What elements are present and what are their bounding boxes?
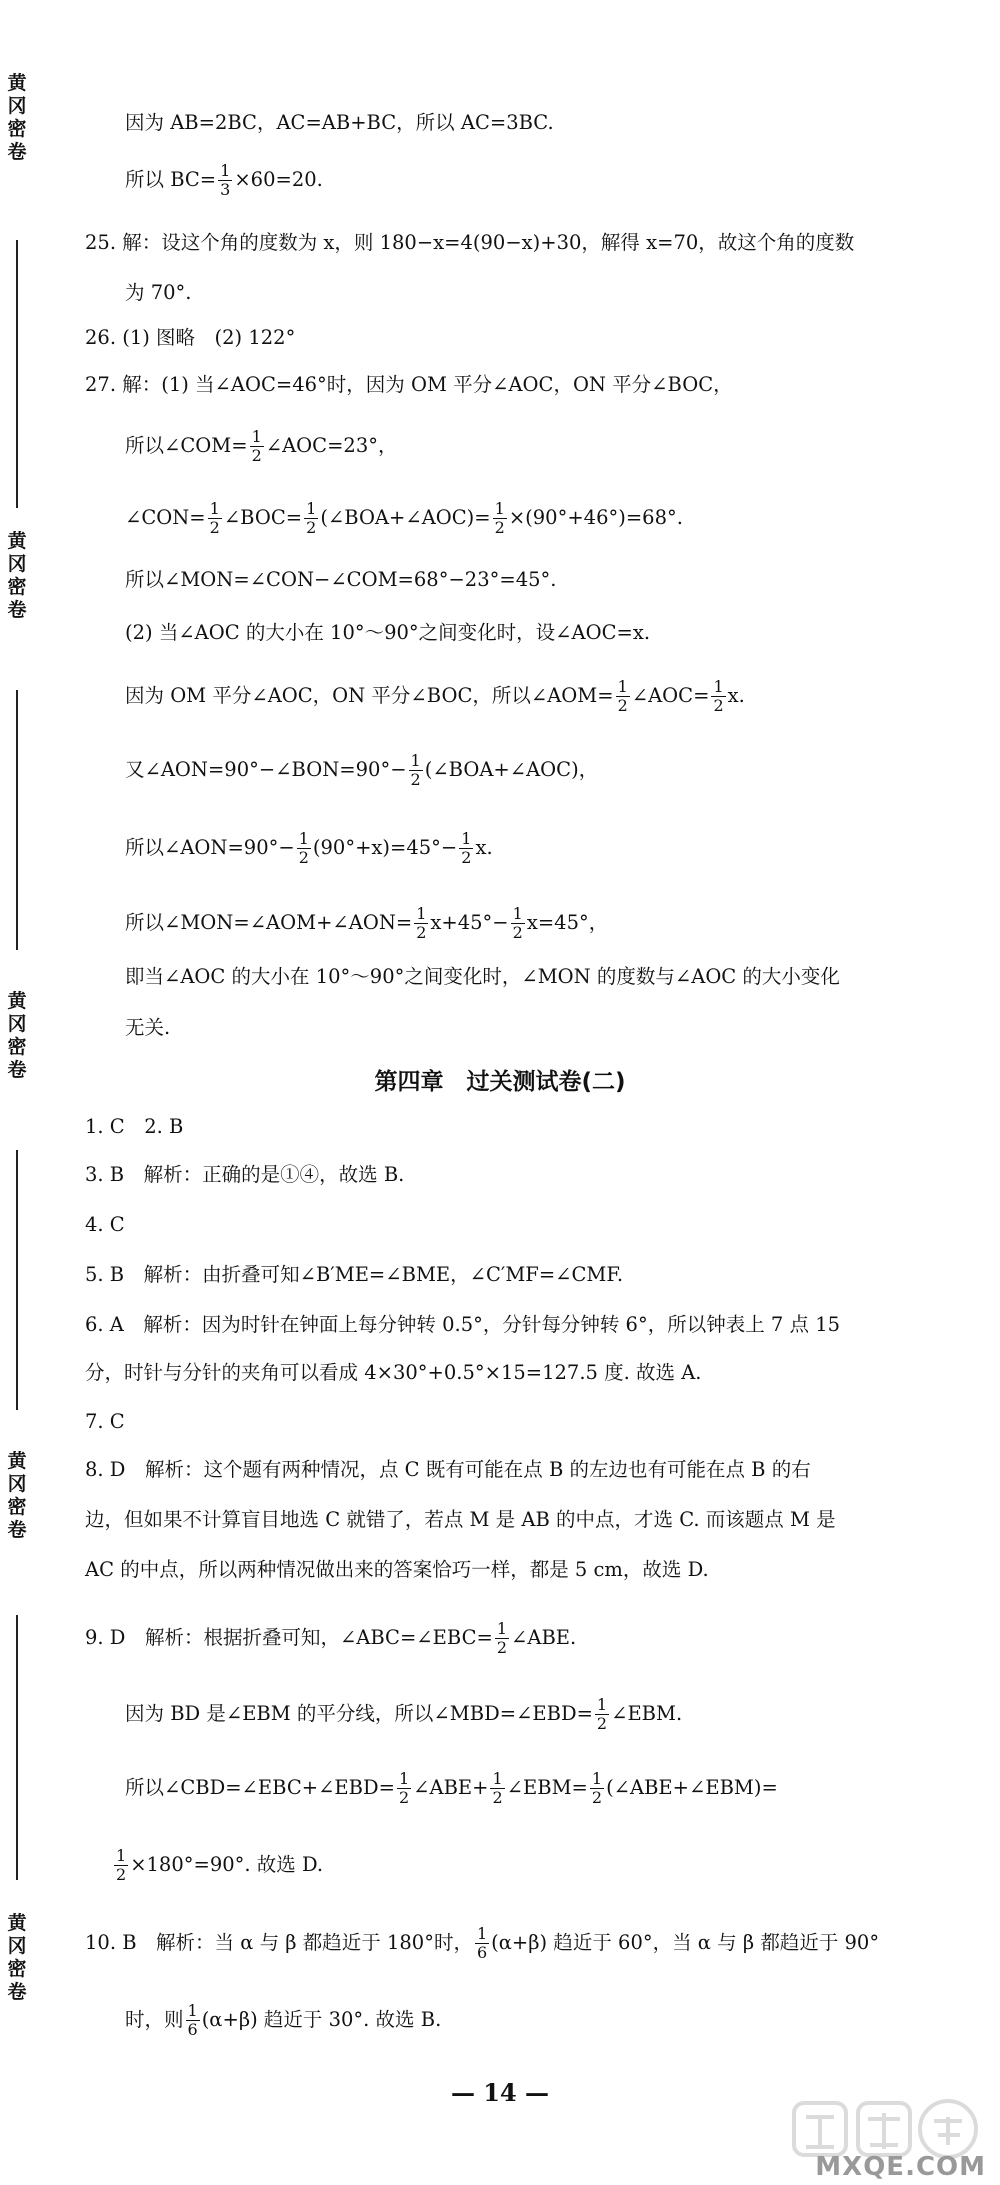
fraction bbox=[595, 1696, 609, 1733]
fraction bbox=[616, 678, 630, 715]
text-fragment: (∠BOA+∠AOC)， bbox=[424, 758, 599, 781]
text-fragment: x+45°− bbox=[430, 911, 509, 934]
numerator: 1 bbox=[492, 1769, 503, 1788]
text-line: 25. 解：设这个角的度数为 x，则 180−x=4(90−x)+30，解得 x=70，故这个角的度数 bbox=[85, 231, 855, 254]
text-fragment: 因为 BD 是∠EBM 的平分线，所以∠MBD=∠EBD= bbox=[125, 1702, 593, 1725]
sidebar-char: 密 bbox=[7, 576, 27, 598]
denominator: 2 bbox=[713, 696, 724, 715]
answer-line bbox=[125, 2002, 441, 2039]
answer-line: 4. C bbox=[85, 1213, 125, 1236]
answer-line: 3. B 解析：正确的是①④，故选 B. bbox=[85, 1163, 405, 1186]
text-fragment: ∠BOC= bbox=[223, 506, 303, 529]
section-heading: 第四章 过关测试卷(二) bbox=[374, 1069, 626, 1095]
answer-line: 边，但如果不计算盲目地选 C 就错了，若点 M 是 AB 的中点，才选 C. 而该题点 M 是 bbox=[85, 1508, 836, 1531]
denominator: 2 bbox=[251, 446, 262, 465]
fraction bbox=[490, 1770, 504, 1807]
answer-line: 8. D 解析：这个题有两种情况，点 C 既有可能在点 B 的左边也有可能在点 B 的右 bbox=[85, 1458, 811, 1481]
numerator: 1 bbox=[596, 1695, 608, 1714]
text-line: 即当∠AOC 的大小在 10°～90°之间变化时，∠MON 的度数与∠AOC 的大小变化 bbox=[125, 965, 840, 988]
denominator: 2 bbox=[461, 848, 472, 867]
denominator: 2 bbox=[596, 1714, 608, 1733]
text-fragment: ∠ABE. bbox=[511, 1626, 577, 1649]
numerator: 1 bbox=[398, 1769, 410, 1788]
text-fragment: 所以∠CBD=∠EBC+∠EBD= bbox=[125, 1776, 395, 1799]
numerator: 1 bbox=[494, 499, 505, 518]
sidebar-label-4 bbox=[6, 1450, 28, 1542]
fraction bbox=[590, 1770, 604, 1807]
sidebar-char: 卷 bbox=[7, 1519, 27, 1541]
sidebar-char: 黄 bbox=[7, 530, 27, 552]
text-fragment: ×180°=90°. 故选 D. bbox=[130, 1853, 324, 1876]
sidebar-char: 冈 bbox=[7, 553, 27, 575]
sidebar-char: 冈 bbox=[7, 1935, 27, 1957]
text-fragment: ∠AOC= bbox=[631, 684, 710, 707]
numerator: 1 bbox=[496, 1619, 508, 1638]
text-line: 因为 AB=2BC，AC=AB+BC，所以 AC=3BC. bbox=[125, 111, 554, 134]
numerator: 1 bbox=[591, 1769, 603, 1788]
fraction bbox=[475, 1925, 489, 1962]
text-fragment: 又∠AON=90°−∠BON=90°− bbox=[125, 758, 407, 781]
fraction bbox=[459, 830, 473, 867]
numerator: 1 bbox=[512, 904, 523, 923]
sidebar-char: 卷 bbox=[7, 1059, 27, 1081]
text-fragment: x. bbox=[475, 836, 493, 859]
denominator: 2 bbox=[416, 923, 427, 942]
denominator: 2 bbox=[494, 518, 505, 537]
numerator: 1 bbox=[713, 677, 724, 696]
sidebar-char: 卷 bbox=[7, 1981, 27, 2003]
denominator: 2 bbox=[298, 848, 309, 867]
text-line: (2) 当∠AOC 的大小在 10°～90°之间变化时，设∠AOC=x. bbox=[125, 621, 651, 644]
numerator: 1 bbox=[220, 161, 231, 180]
text-fragment: 所以∠COM= bbox=[125, 434, 248, 457]
sidebar-label-5 bbox=[6, 1912, 28, 2004]
denominator: 2 bbox=[492, 1788, 503, 1807]
text-fragment: ∠EBM= bbox=[506, 1776, 588, 1799]
text-fragment: 因为 OM 平分∠AOC，ON 平分∠BOC，所以∠AOM= bbox=[125, 684, 614, 707]
text-fragment: ∠CON= bbox=[125, 506, 206, 529]
text-fragment: x. bbox=[727, 684, 745, 707]
denominator: 6 bbox=[476, 1943, 488, 1962]
sidebar-char: 黄 bbox=[7, 1912, 27, 1934]
answer-line bbox=[125, 1696, 682, 1733]
fraction bbox=[511, 905, 525, 942]
text-fragment: 9. D 解析：根据折叠可知，∠ABC=∠EBC= bbox=[85, 1626, 493, 1649]
denominator: 2 bbox=[306, 518, 317, 537]
numerator: 1 bbox=[476, 1924, 488, 1943]
sidebar-char: 密 bbox=[7, 1496, 27, 1518]
denominator: 2 bbox=[209, 518, 220, 537]
text-line bbox=[125, 162, 323, 199]
text-fragment: (90°+x)=45°− bbox=[312, 836, 458, 859]
sidebar-char: 密 bbox=[7, 1958, 27, 1980]
fraction bbox=[208, 500, 222, 537]
numerator: 1 bbox=[306, 499, 317, 518]
page-number: — 14 — bbox=[450, 2078, 550, 2107]
numerator: 1 bbox=[410, 751, 421, 770]
text-fragment: 所以∠MON=∠AOM+∠AON= bbox=[125, 911, 413, 934]
numerator: 1 bbox=[116, 1846, 127, 1865]
sidebar-char: 黄 bbox=[7, 72, 27, 94]
numerator: 1 bbox=[461, 829, 472, 848]
sidebar-divider bbox=[16, 690, 18, 950]
fraction bbox=[711, 678, 725, 715]
answer-line: AC 的中点，所以两种情况做出来的答案恰巧一样，都是 5 cm，故选 D. bbox=[85, 1558, 709, 1581]
fraction bbox=[250, 428, 264, 465]
sidebar-char: 卷 bbox=[7, 599, 27, 621]
fraction bbox=[186, 2002, 200, 2039]
sidebar-char: 冈 bbox=[7, 1013, 27, 1035]
text-fragment: (α+β) 趋近于 60°，当 α 与 β 都趋近于 90° bbox=[491, 1931, 880, 1954]
denominator: 2 bbox=[617, 696, 628, 715]
answer-line: 7. C bbox=[85, 1410, 125, 1433]
sidebar-char: 冈 bbox=[7, 95, 27, 117]
fraction bbox=[495, 1620, 509, 1657]
sidebar-char: 密 bbox=[7, 1036, 27, 1058]
answer-line: 1. C 2. B bbox=[85, 1115, 184, 1138]
text-fragment: ×60=20. bbox=[234, 168, 323, 191]
fraction bbox=[304, 500, 318, 537]
sidebar-divider bbox=[16, 1150, 18, 1410]
text-fragment: ∠ABE+ bbox=[413, 1776, 489, 1799]
denominator: 2 bbox=[591, 1788, 603, 1807]
sidebar-char: 密 bbox=[7, 118, 27, 140]
text-line: 26. (1) 图略 (2) 122° bbox=[85, 326, 296, 349]
denominator: 2 bbox=[116, 1865, 127, 1884]
text-line bbox=[125, 500, 683, 537]
answer-line bbox=[112, 1847, 323, 1884]
denominator: 2 bbox=[512, 923, 523, 942]
sidebar-char: 黄 bbox=[7, 1450, 27, 1472]
text-fragment: ∠EBM. bbox=[611, 1702, 683, 1725]
fraction bbox=[218, 162, 232, 199]
numerator: 1 bbox=[298, 829, 309, 848]
text-fragment: (∠ABE+∠EBM)= bbox=[606, 1776, 778, 1799]
sidebar-char: 卷 bbox=[7, 141, 27, 163]
answer-line: 5. B 解析：由折叠可知∠B′ME=∠BME，∠C′MF=∠CMF. bbox=[85, 1263, 624, 1286]
fraction bbox=[397, 1770, 411, 1807]
numerator: 1 bbox=[187, 2001, 198, 2020]
sidebar-label-2 bbox=[6, 530, 28, 622]
text-line: 无关. bbox=[125, 1016, 171, 1039]
answer-line bbox=[85, 1620, 576, 1657]
denominator: 3 bbox=[220, 180, 231, 199]
numerator: 1 bbox=[617, 677, 628, 696]
denominator: 2 bbox=[496, 1638, 508, 1657]
answer-line bbox=[85, 1925, 879, 1962]
denominator: 2 bbox=[410, 770, 421, 789]
fraction bbox=[114, 1847, 128, 1884]
text-line bbox=[125, 752, 598, 789]
text-line bbox=[125, 830, 493, 867]
text-line bbox=[125, 428, 397, 465]
numerator: 1 bbox=[251, 427, 262, 446]
fraction bbox=[414, 905, 428, 942]
text-line: 27. 解：(1) 当∠AOC=46°时，因为 OM 平分∠AOC，ON 平分∠BOC， bbox=[85, 373, 733, 396]
sidebar-char: 冈 bbox=[7, 1473, 27, 1495]
denominator: 2 bbox=[398, 1788, 410, 1807]
fraction bbox=[297, 830, 311, 867]
text-line bbox=[125, 678, 745, 715]
text-fragment: 时，则 bbox=[125, 2008, 184, 2031]
text-fragment: ∠AOC=23°， bbox=[265, 434, 398, 457]
text-fragment: 10. B 解析：当 α 与 β 都趋近于 180°时， bbox=[85, 1931, 473, 1954]
watermark-text: MXQE.COM bbox=[815, 2152, 986, 2182]
fraction bbox=[493, 500, 507, 537]
text-fragment: (α+β) 趋近于 30°. 故选 B. bbox=[201, 2008, 442, 2031]
sidebar-divider bbox=[16, 240, 18, 508]
answer-line bbox=[125, 1770, 778, 1807]
text-fragment: 所以∠AON=90°− bbox=[125, 836, 295, 859]
text-line bbox=[125, 905, 608, 942]
denominator: 6 bbox=[187, 2020, 198, 2039]
answer-line: 6. A 解析：因为时针在钟面上每分钟转 0.5°，分针每分钟转 6°，所以钟表上 7 点 15 bbox=[85, 1313, 841, 1336]
text-fragment: (∠BOA+∠AOC)= bbox=[320, 506, 491, 529]
numerator: 1 bbox=[416, 904, 427, 923]
sidebar-divider bbox=[16, 1615, 18, 1880]
numerator: 1 bbox=[209, 499, 220, 518]
sidebar-char: 黄 bbox=[7, 990, 27, 1012]
text-fragment: 所以 BC= bbox=[125, 168, 217, 191]
text-line: 为 70°. bbox=[125, 281, 192, 304]
text-fragment: x=45°， bbox=[526, 911, 609, 934]
sidebar-label-1 bbox=[6, 72, 28, 164]
text-fragment: ×(90°+46°)=68°. bbox=[508, 506, 683, 529]
answer-line: 分，时针与分针的夹角可以看成 4×30°+0.5°×15=127.5 度. 故选 A. bbox=[85, 1361, 702, 1384]
text-line: 所以∠MON=∠CON−∠COM=68°−23°=45°. bbox=[125, 568, 557, 591]
fraction bbox=[409, 752, 423, 789]
